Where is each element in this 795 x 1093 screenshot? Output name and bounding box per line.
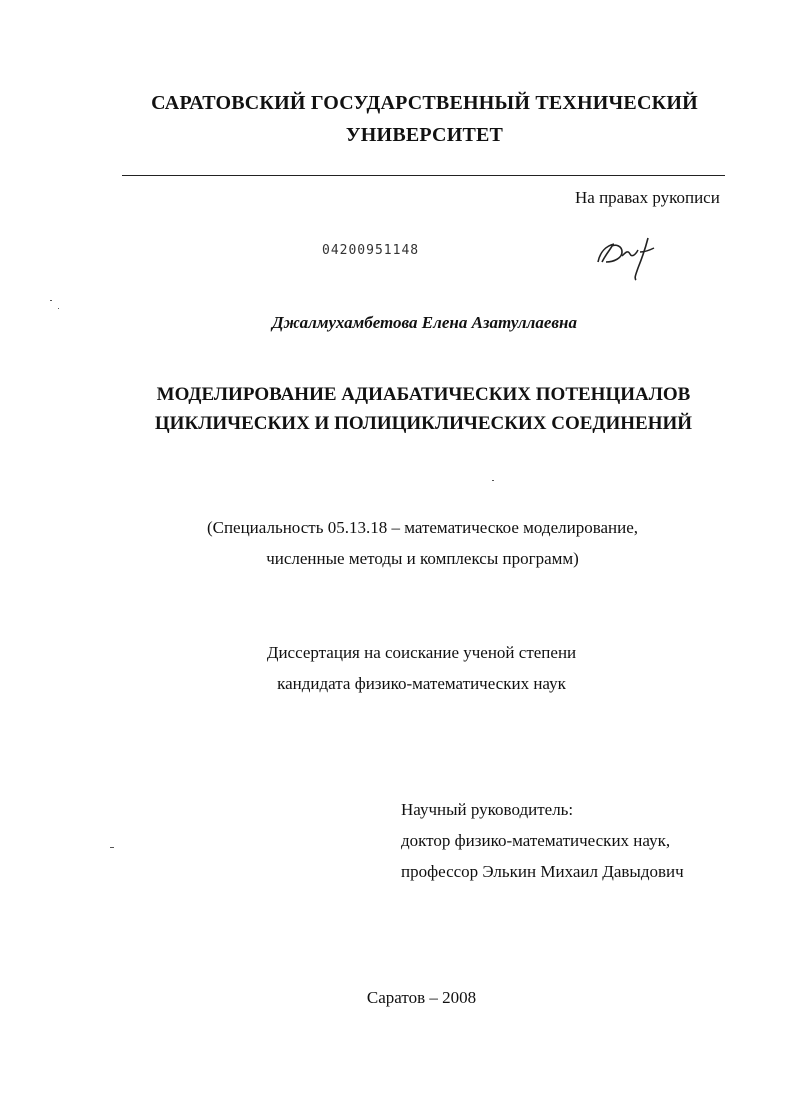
dissertation-title-line1: МОДЕЛИРОВАНИЕ АДИАБАТИЧЕСКИХ ПОТЕНЦИАЛОВ <box>156 384 691 405</box>
scan-speck <box>110 847 114 848</box>
header-divider <box>122 175 725 176</box>
scan-speck <box>50 300 52 301</box>
supervisor-name: профессор Элькин Михаил Давыдович <box>401 862 684 881</box>
degree-line2: кандидата физико-математических наук <box>277 674 566 693</box>
scan-speck <box>58 308 59 309</box>
university-name-line2: УНИВЕРСИТЕТ <box>345 124 504 146</box>
dissertation-title-line2: ЦИКЛИЧЕСКИХ И ПОЛИЦИКЛИЧЕСКИХ СОЕДИНЕНИЙ <box>154 413 693 434</box>
signature-mark <box>592 232 662 282</box>
archive-code: 04200951148 <box>322 243 420 258</box>
specialty-line2: численные методы и комплексы программ) <box>266 549 579 568</box>
degree-line1: Диссертация на соискание ученой степени <box>266 643 577 662</box>
university-name-line1: САРАТОВСКИЙ ГОСУДАРСТВЕННЫЙ ТЕХНИЧЕСКИЙ <box>151 92 698 114</box>
scan-speck <box>492 480 494 481</box>
city-year: Саратов – 2008 <box>366 988 477 1007</box>
author-name: Джалмухамбетова Елена Азатуллаевна <box>272 313 577 332</box>
specialty-line1: (Специальность 05.13.18 – математическое моделирование, <box>206 518 639 537</box>
supervisor-heading: Научный руководитель: <box>401 800 574 819</box>
supervisor-degree: доктор физико-математических наук, <box>401 831 671 850</box>
manuscript-note: На правах рукописи <box>575 188 720 207</box>
